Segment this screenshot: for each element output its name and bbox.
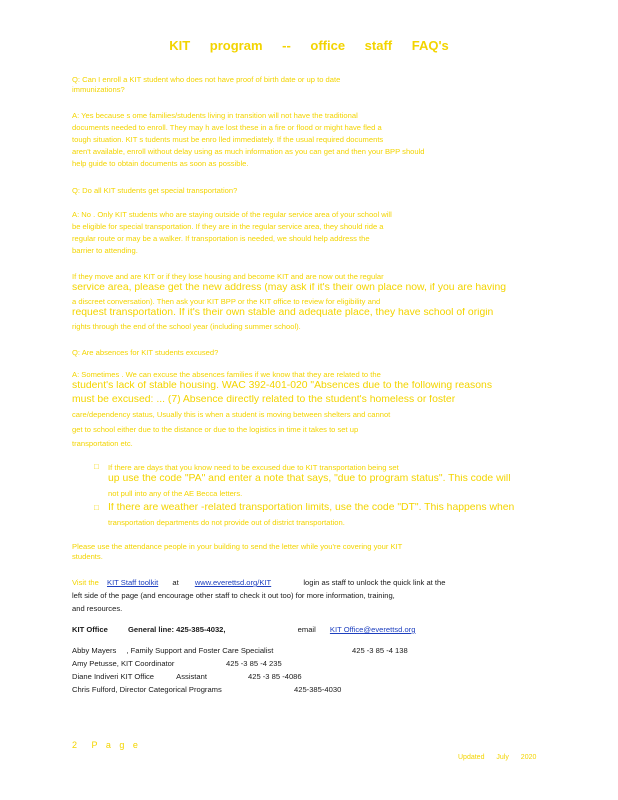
kit-url-link[interactable]: www.everettsd.org/KIT xyxy=(194,578,272,587)
q2-answer-line-4: barrier to attending. xyxy=(72,246,138,255)
page-title: KIT program -- office staff FAQ's xyxy=(169,38,449,53)
q2-answer-line-3: regular route or may be a walker. If transportation is needed, we should help address the xyxy=(72,234,370,243)
email-label: email xyxy=(297,625,316,634)
q2-extra-line-2: service area, please get the new address (may ask if it's their own place now, if you are having xyxy=(72,283,506,293)
q2-answer-line-1: A: No . Only KIT students who are staying outside of the regular service area of your school will xyxy=(72,210,392,219)
staff-phone: 425 -3 85 -4086 xyxy=(248,672,302,681)
q2-extra-line-3: a discreet conversation). Then ask your KIT BPP or the KIT office to review for eligibility and xyxy=(72,297,381,306)
staff-phone: 425-385-4030 xyxy=(294,685,342,694)
q3-answer-line-1: A: Sometimes . We can excuse the absences families if we know that they are related to the xyxy=(72,370,381,379)
q3-bullet1-line-1: If there are days that you know need to be excused due to KIT transportation being set xyxy=(108,463,399,472)
toolkit-line-3: and resources. xyxy=(72,604,123,613)
q1-answer-line-1: A: Yes because s ome families/students living in transition will not have the traditional xyxy=(72,111,358,120)
page-word: P a g e xyxy=(91,740,141,750)
q2-extra-line-4: request transportation. If it's their own stable and adequate place, they have school of origin xyxy=(72,308,494,318)
staff-row-3 xyxy=(72,672,542,682)
toolkit-line-2: left side of the page (and encourage other staff to check it out too) for more information, training, xyxy=(72,591,395,600)
staff-role: Assistant xyxy=(176,672,207,681)
q3-after-line-2: students. xyxy=(72,552,103,561)
updated-date: Updated July 2020 xyxy=(458,754,537,761)
q3-after-line-1: Please use the attendance people in your building to send the letter while you're covering your KIT xyxy=(72,542,403,551)
staff-name: Amy Petusse, KIT Coordinator xyxy=(72,659,175,668)
q1-question-line-1: Q: Can I enroll a KIT student who does not have proof of birth date or up to date xyxy=(72,75,341,84)
q1-answer-line-3: tough situation. KIT s tudents must be enro lled immediately. If the usual required documents xyxy=(72,135,384,144)
page-number xyxy=(72,740,141,750)
staff-name: Diane Indiveri KIT Office xyxy=(72,672,155,681)
staff-name: Abby Mayers xyxy=(72,646,117,655)
staff-phone: 425 -3 85 -4 235 xyxy=(226,659,282,668)
staff-row-2 xyxy=(72,659,542,669)
q2-answer-line-2: be eligible for special transportation. If they are in the regular service area, they should ride a xyxy=(72,222,384,231)
q2-extra-line-5: rights through the end of the school year (including summer school). xyxy=(72,322,301,331)
toolkit-line-1 xyxy=(72,578,542,588)
q2-question: Q: Do all KIT students get special transportation? xyxy=(72,186,238,195)
page-number-value: 2 xyxy=(72,740,81,750)
q3-answer-line-2: student's lack of stable housing. WAC 392-401-020 "Absences due to the following reasons xyxy=(72,381,493,391)
bullet-square-icon: □ xyxy=(94,503,99,512)
q1-answer-line-5: help guide to obtain documents as soon as possible. xyxy=(72,159,249,168)
q3-bullet2-line-2: transportation departments do not provide out of district transportation. xyxy=(108,518,345,527)
q1-answer-line-2: documents needed to enroll. They may h ave lost these in a fire or flood or might have fled a xyxy=(72,123,382,132)
staff-phone: 425 -3 85 -4 138 xyxy=(352,646,408,655)
toolkit-at-text: at xyxy=(172,578,179,587)
bullet-square-icon: □ xyxy=(94,462,99,471)
contact-line xyxy=(72,625,542,635)
q3-bullet1-line-3: not pull into any of the AE Becca letters. xyxy=(108,489,243,498)
q1-question-line-2: immunizations? xyxy=(72,85,125,94)
general-line: General line: 425-385-4032, xyxy=(128,625,226,634)
toolkit-visit-text: Visit the xyxy=(72,578,99,587)
q3-bullet2-line-1: If there are weather -related transportation limits, use the code "DT". This happens when xyxy=(108,503,515,513)
email-link[interactable]: KIT Office@everettsd.org xyxy=(329,625,416,634)
kit-office-label: KIT Office xyxy=(72,625,108,634)
toolkit-link[interactable]: KIT Staff toolkit xyxy=(107,578,159,587)
q3-question: Q: Are absences for KIT students excused? xyxy=(72,348,219,357)
staff-role: , Family Support and Foster Care Specialist xyxy=(126,646,274,655)
staff-name: Chris Fulford, Director Categorical Programs xyxy=(72,685,222,694)
q1-answer-line-4: aren't available, enroll without delay using as much information as you can get and then your BPP should xyxy=(72,147,425,156)
q3-answer-line-5: get to school either due to the distance or due to the logistics in time it takes to set up xyxy=(72,425,359,434)
q2-extra-line-1: If they move and are KIT or if they lose housing and become KIT and are now out the regular xyxy=(72,272,384,281)
q3-answer-line-3: must be excused: ... (7) Absence directly related to the student's homeless or foster xyxy=(72,395,456,405)
q3-bullet1-line-2: up use the code "PA" and enter a note that says, "due to program status". This code will xyxy=(108,474,511,484)
q3-answer-line-6: transportation etc. xyxy=(72,439,133,448)
staff-row-1 xyxy=(72,646,542,656)
toolkit-login-text: login as staff to unlock the quick link at the xyxy=(303,578,446,587)
staff-row-4 xyxy=(72,685,542,695)
q3-answer-line-4: care/dependency status, Usually this is when a student is moving between shelters and cannot xyxy=(72,410,391,419)
